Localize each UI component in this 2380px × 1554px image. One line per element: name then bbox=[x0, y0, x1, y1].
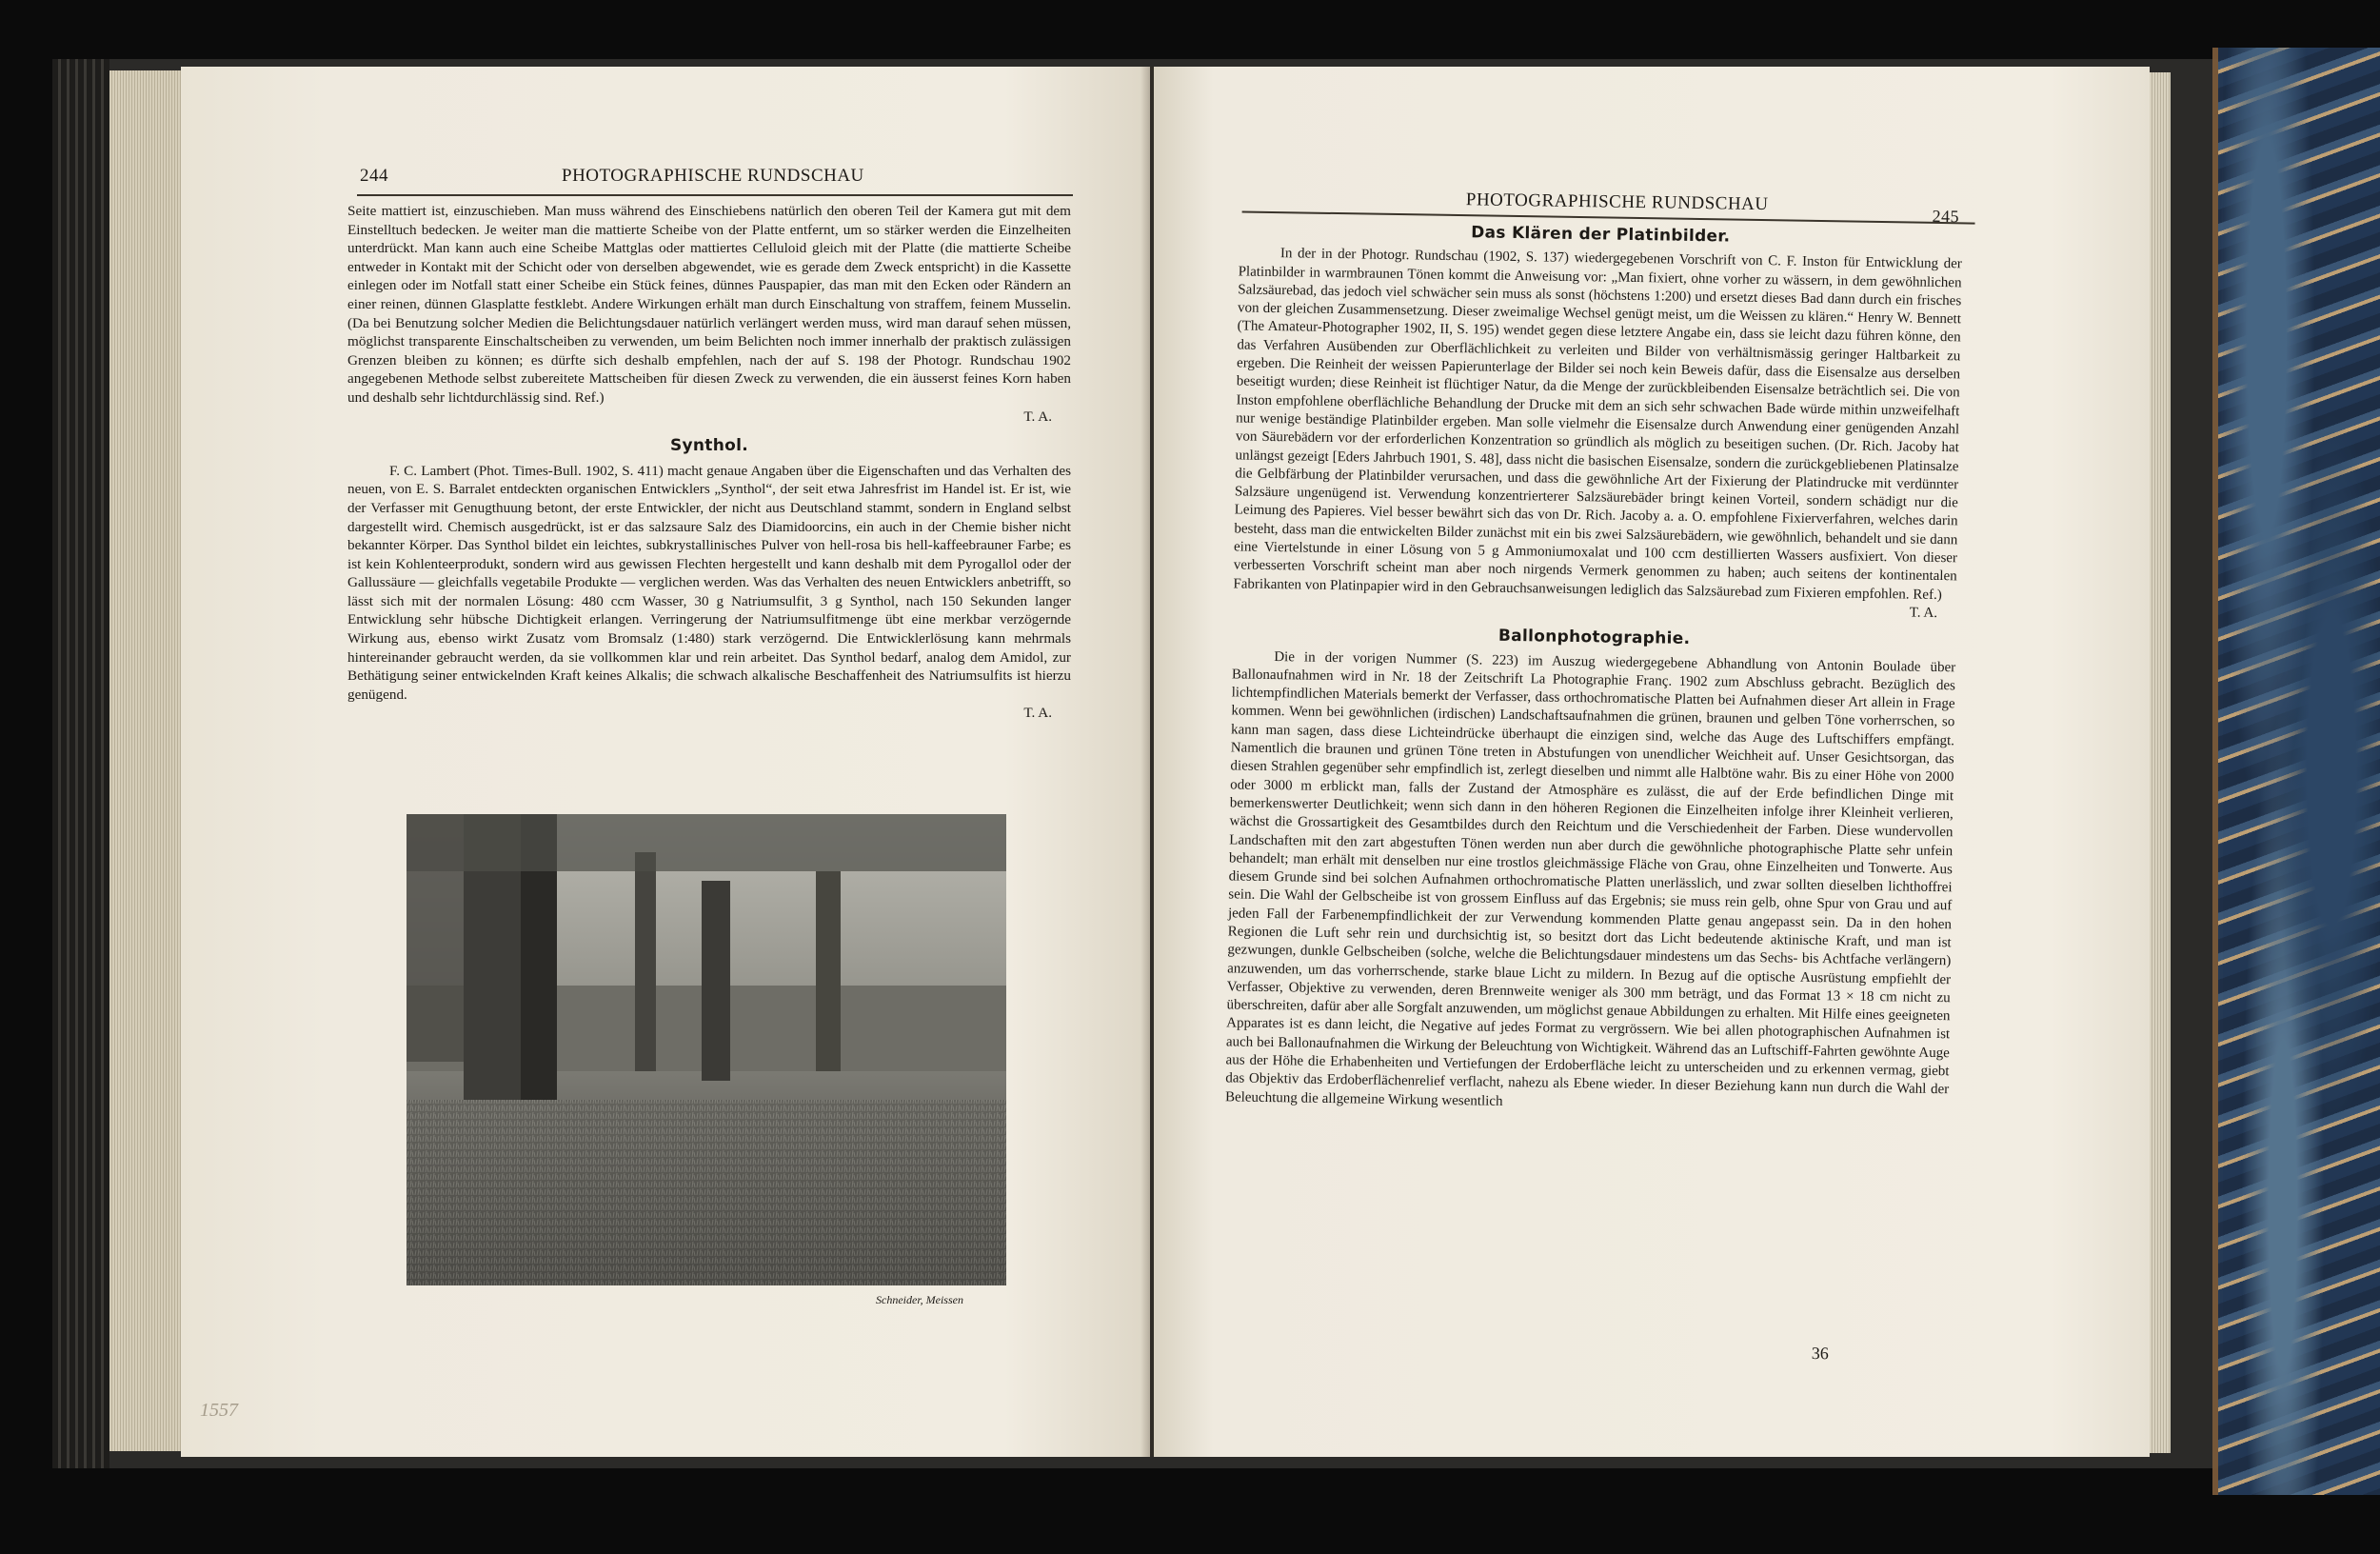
page-stack-left bbox=[109, 70, 186, 1451]
forest-photograph bbox=[407, 814, 1006, 1285]
synthol-paragraph: F. C. Lambert (Phot. Times-Bull. 1902, S. 411) macht genaue Angaben über die Eigenschaften und das Verhalten des neuen, von E. S. Barralet entdeckten organischen Entwicklers „Synthol“, der seit etwa Jahresfrist im Handel ist. Er ist, wie der Verfasser mit Genugthuung betont, der erste Entwickler, der nicht aus Deutschland stammt, sondern in England selbst dargestellt wird. Chemisch ausgedrückt, ist er das salzsaure Salz des Diamidoorcins, ein auch in der Chemie bisher nicht bekannter Körper. Das Synthol bildet ein leichtes, subkrystallinisches Pulver von hell-rosa bis hell-kaffeebrauner Farbe; es ist kein Kohlenteerprodukt, sondern wird aus gewissen Flechten hergestellt und kann deshalb mit dem Pyrogallol oder der Gallussäure — gleichfalls vegetabile Produkte — verglichen werden. Was das Verhalten des neuen Entwicklers anbetrifft, so lässt sich mit der normalen Lösung: 480 ccm Wasser, 30 g Natriumsulfit, 3 g Synthol, nach 150 Sekunden langer Entwicklung sehr hübsche Dichtigkeit erlangen. Verringerung der Natriumsulfitmenge übt eine merkbar verzögernde Wirkung aus, ebenso wirkt Zusatz vom Bromsalz (1:480) stark verzögernd. Die Entwicklerlösung kann mehrmals hintereinander gebraucht werden, da sie vollkommen klar und rein arbeitet. Das Synthol bedarf, analog dem Amidol, zur Bethätigung seiner entwickelnden Kraft keines Alkalis; die schwach alkalische Beschaffenheit des Natriumsulfits ist hierzu genügend. bbox=[347, 462, 1071, 703]
intro-signature: T. A. bbox=[1023, 408, 1052, 425]
marbled-edge bbox=[2212, 48, 2380, 1495]
right-running-header: PHOTOGRAPHISCHE RUNDSCHAU bbox=[1465, 189, 1769, 215]
ballon-paragraph: Die in der vorigen Nummer (S. 223) im Auszug wiedergegebene Abhandlung von Antonin Boulade über Ballonaufnahmen wird in Nr. 18 der Zeitschrift La Photographie Franç. 1902 zum Abschluss gebracht. Bezüglich des lichtempfindlichen Materials bemerkt der Verfasser, dass orthochromatische Platten bei Aufnahmen dieser Art allein in Frage kommen. Wenn bei gewöhnlichen (irdischen) Landschaftsaufnahmen die grünen, braunen und gelben Töne vorherrschen, so kann man sagen, dass diese Lichteindrücke überhaupt die einzigen sind, welche das Auge des Luftschiffers empfängt. Namentlich die braunen und grünen Töne treten in Abstufungen von unendlicher Weichheit auf. Unser Gesichtsorgan, das diesen Strahlen gegenüber sehr empfindlich ist, zerlegt dieselben und nimmt alle Halbtöne wahr. Bis zu einer Höhe von 2000 oder 3000 m erblickt man, falls der Zustand der Atmosphäre es zulässt, die auf der Erde befindlichen Dinge mit bemerkenswerter Deutlichkeit; wenn sich dann in den höheren Regionen die Einzelheiten infolge ihrer Kleinheit verlieren, wächst die Grossartigkeit des Gesamtbildes durch den Reichtum und die Verschiedenheit der Farben. Diese wundervollen Landschaften mit den zart abgestuften Tönen werden nun aber durch die gewöhnliche photographische Platte sehr unfein behandelt; man erhält mit denselben nur eine trostlos gleichmässige Fläche von Grau, ohne Einzelheiten und Tonwerte. Aus diesem Grunde sind bei solchen Aufnahmen orthochromatische Platten unerlässlich, und zwar sollten dieselben lichthoffrei sein. Die Wahl der Gelbscheibe ist von grossem Einfluss auf das Ergebnis; sie muss rein gelb, ohne Spur von Grau und auf jeden Fall der Farbenempfindlichkeit der zur Verwendung kommenden Platte genau angepasst sein. Da in den hohen Regionen die Luft sehr rein und durchsichtig ist, so besitzt dort das Licht bedeutende aktinische Kraft, und man ist gezwungen, dunkle Gelbscheiben (solche, welche die Belichtungsdauer mindestens um das Sechs- bis Achtfache verlängern) anzuwenden, um das vorherrschende, starke blaue Licht zu mildern. In Bezug auf die optische Ausrüstung empfiehlt der Verfasser, Objektive zu verwenden, deren Brennweite weniger als 300 mm beträgt, und das Format 13 × 18 cm nicht zu überschreiten, dafür aber alle Sorgfalt anzuwenden, um möglichst genaue Abbildungen zu erhalten. Mit Hilfe eines geeigneten Apparates ist es dann leicht, die Negative auf jedes Format zu vergrössern. Wie bei allen photographischen Aufnahmen ist auch bei Ballonaufnahmen die Wirkung der Beleuchtung von Wichtigkeit. Während das an Luftschiff-Fahrten gewöhnte Auge aus der Höhe die Erhabenheiten und Vertiefungen der Erdoberfläche leicht zu unterscheiden und zu erkennen vermag, giebt das Objektiv das Erdoberflächenrelief verflacht, nahezu als Ebene wieder. In dieser Beziehung kann nun durch die Wahl der Beleuchtung die allgemeine Wirkung wesentlich bbox=[1224, 648, 1956, 1109]
intro-paragraph: Seite mattiert ist, einzuschieben. Man muss während des Einschiebens natürlich den oberen Teil der Kamera gut mit dem Einstelltuch bedecken. Je weiter man die mattierte Scheibe von der Platte entfernt, um so stärker werden die Einzelheiten unterdrückt. Man kann auch eine Scheibe Mattglas oder mattiertes Celluloid gleich mit der Platte (die mattierte Scheibe entweder in Kontakt mit der Schicht oder von derselben abgewendet, wie es gerade dem Zweck entspricht) in die Kassette einlegen oder im Notfall statt einer Scheibe ein Stück feines, dünnes Pauspapier, das man mit den Ecken oder Rändern an einer reinen, dünnen Glasplatte festklebt. Andere Wirkungen erhält man durch Einschaltung von straffem, feinem Musselin. (Da bei Benutzung solcher Medien die Belichtungsdauer natürlich verlängert werden muss, wird man darauf sehen müssen, möglichst transparente Einschaltscheiben zu verwenden, um beim Belichten noch immer innerhalb der praktisch zulässigen Grenzen bleiben zu können; es dürfte sich deshalb empfehlen, nach der auf S. 198 der Photogr. Rundschau 1902 angegebenen Methode selbst zubereitete Mattscheiben für diesen Zweck zu verwenden, die ein äusserst feines Korn haben und deshalb sehr lichtdurchlässig sind. Ref.) bbox=[347, 203, 1071, 406]
pencil-mark: 1557 bbox=[200, 1400, 238, 1421]
left-running-header: PHOTOGRAPHISCHE RUNDSCHAU bbox=[562, 166, 864, 186]
page-stack-right bbox=[2150, 72, 2171, 1453]
platinbilder-signature: T. A. bbox=[1909, 605, 1938, 621]
forest-image bbox=[407, 814, 1006, 1285]
synthol-signature: T. A. bbox=[1023, 705, 1052, 722]
left-header-rule bbox=[357, 194, 1073, 196]
photo-caption: Schneider, Meissen bbox=[876, 1293, 963, 1306]
right-text-column bbox=[1225, 220, 1963, 1118]
platinbilder-heading: Das Klären der Platinbilder. bbox=[1471, 223, 1731, 247]
right-page-number: 245 bbox=[1932, 206, 1960, 227]
signature-number: 36 bbox=[1811, 1344, 1830, 1364]
left-text-column bbox=[347, 202, 1071, 723]
left-page-number: 244 bbox=[360, 166, 388, 186]
book-binding bbox=[52, 59, 109, 1468]
synthol-heading: Synthol. bbox=[669, 436, 749, 456]
right-page bbox=[1154, 67, 2150, 1457]
ballon-heading: Ballonphotographie. bbox=[1497, 626, 1691, 649]
left-page bbox=[181, 67, 1150, 1457]
platinbilder-paragraph: In der in der Photogr. Rundschau (1902, S. 137) wiedergegebenen Vorschrift von C. F. Inston für Entwicklung der Platinbilder in warmbraunen Tönen kommt die Anweisung vor: „Man fixiert, ohne vorher zu wässern, in dem gewöhnlichen Salzsäurebad, das jedoch viel schwächer sein muss als sonst (höchstens 1:200) und ersetzt dieses Bad dann durch ein frisches von der gleichen Zusammensetzung. Dieser zweimalige Wechsel genügt meist, um die Weissen zu klären.“ Henry W. Bennett (The Amateur-Photographer 1902, II, S. 195) wendet gegen diese letztere Angabe ein, dass sie leicht dazu führen könne, den das Verfahren Ausübenden zur Oberflächlichkeit zu verleiten und Bilder von verhältnismässig geringer Haltbarkeit zu ergeben. Die Reinheit der weissen Papierunterlage der Bilder sei noch kein Beweis dafür, dass die Eisensalze aus derselben beseitigt wurden; diese Reinheit ist flüchtiger Natur, da die Menge der zurückbleibenden Eisensalze beträchtlich sei. Die von Inston empfohlene oberflächliche Behandlung der Drucke mit dem an sich sehr schwachen Bade würde mithin unzweifelhaft nur wenige beständige Platinbilder ergeben. Man solle vielmehr die Eisensalze durch Anwendung einer genügenden Anzahl von Säurebädern vor der erforderlichen Konzentration so gründlich als möglich zu beseitigen suchen. (Dr. Rich. Jacoby hat unlängst gezeigt [Eders Jahrbuch 1901, S. 48], dass nicht die basischen Eisensalze, sondern die zurückgebliebenen Platinsalze die Gelbfärbung der Platinbilder verursachen, und dass die gewöhnliche Art der Fixierung der Platindrucke mit verdünnter Salzsäure ungenügend ist. Verwendung konzentrierterer Salzsäurebäder bringt keinen Vorteil, sondern schädigt nur die Leimung des Papieres. Viel besser bewährt sich das von Dr. Rich. Jacoby a. a. O. empfohlene Fixierverfahren, welches darin besteht, dass man die entwickelten Bilder zunächst mit ein bis zwei Salzsäurebädern, wie gewöhnlich, behandelt und sie dann eine Viertelstunde in einer Lösung von 5 g Ammoniumoxalat und 100 ccm destillierten Wassers ausfixiert. Von dieser verbesserten Vorschrift scheint man aber noch nirgends Vermerk genommen zu haben; auch seitens der kontinentalen Fabrikanten von Platinpapier wird in den Gebrauchsanweisungen lediglich das Salzsäurebad zum Fixieren empfohlen. Ref.) bbox=[1233, 246, 1962, 603]
